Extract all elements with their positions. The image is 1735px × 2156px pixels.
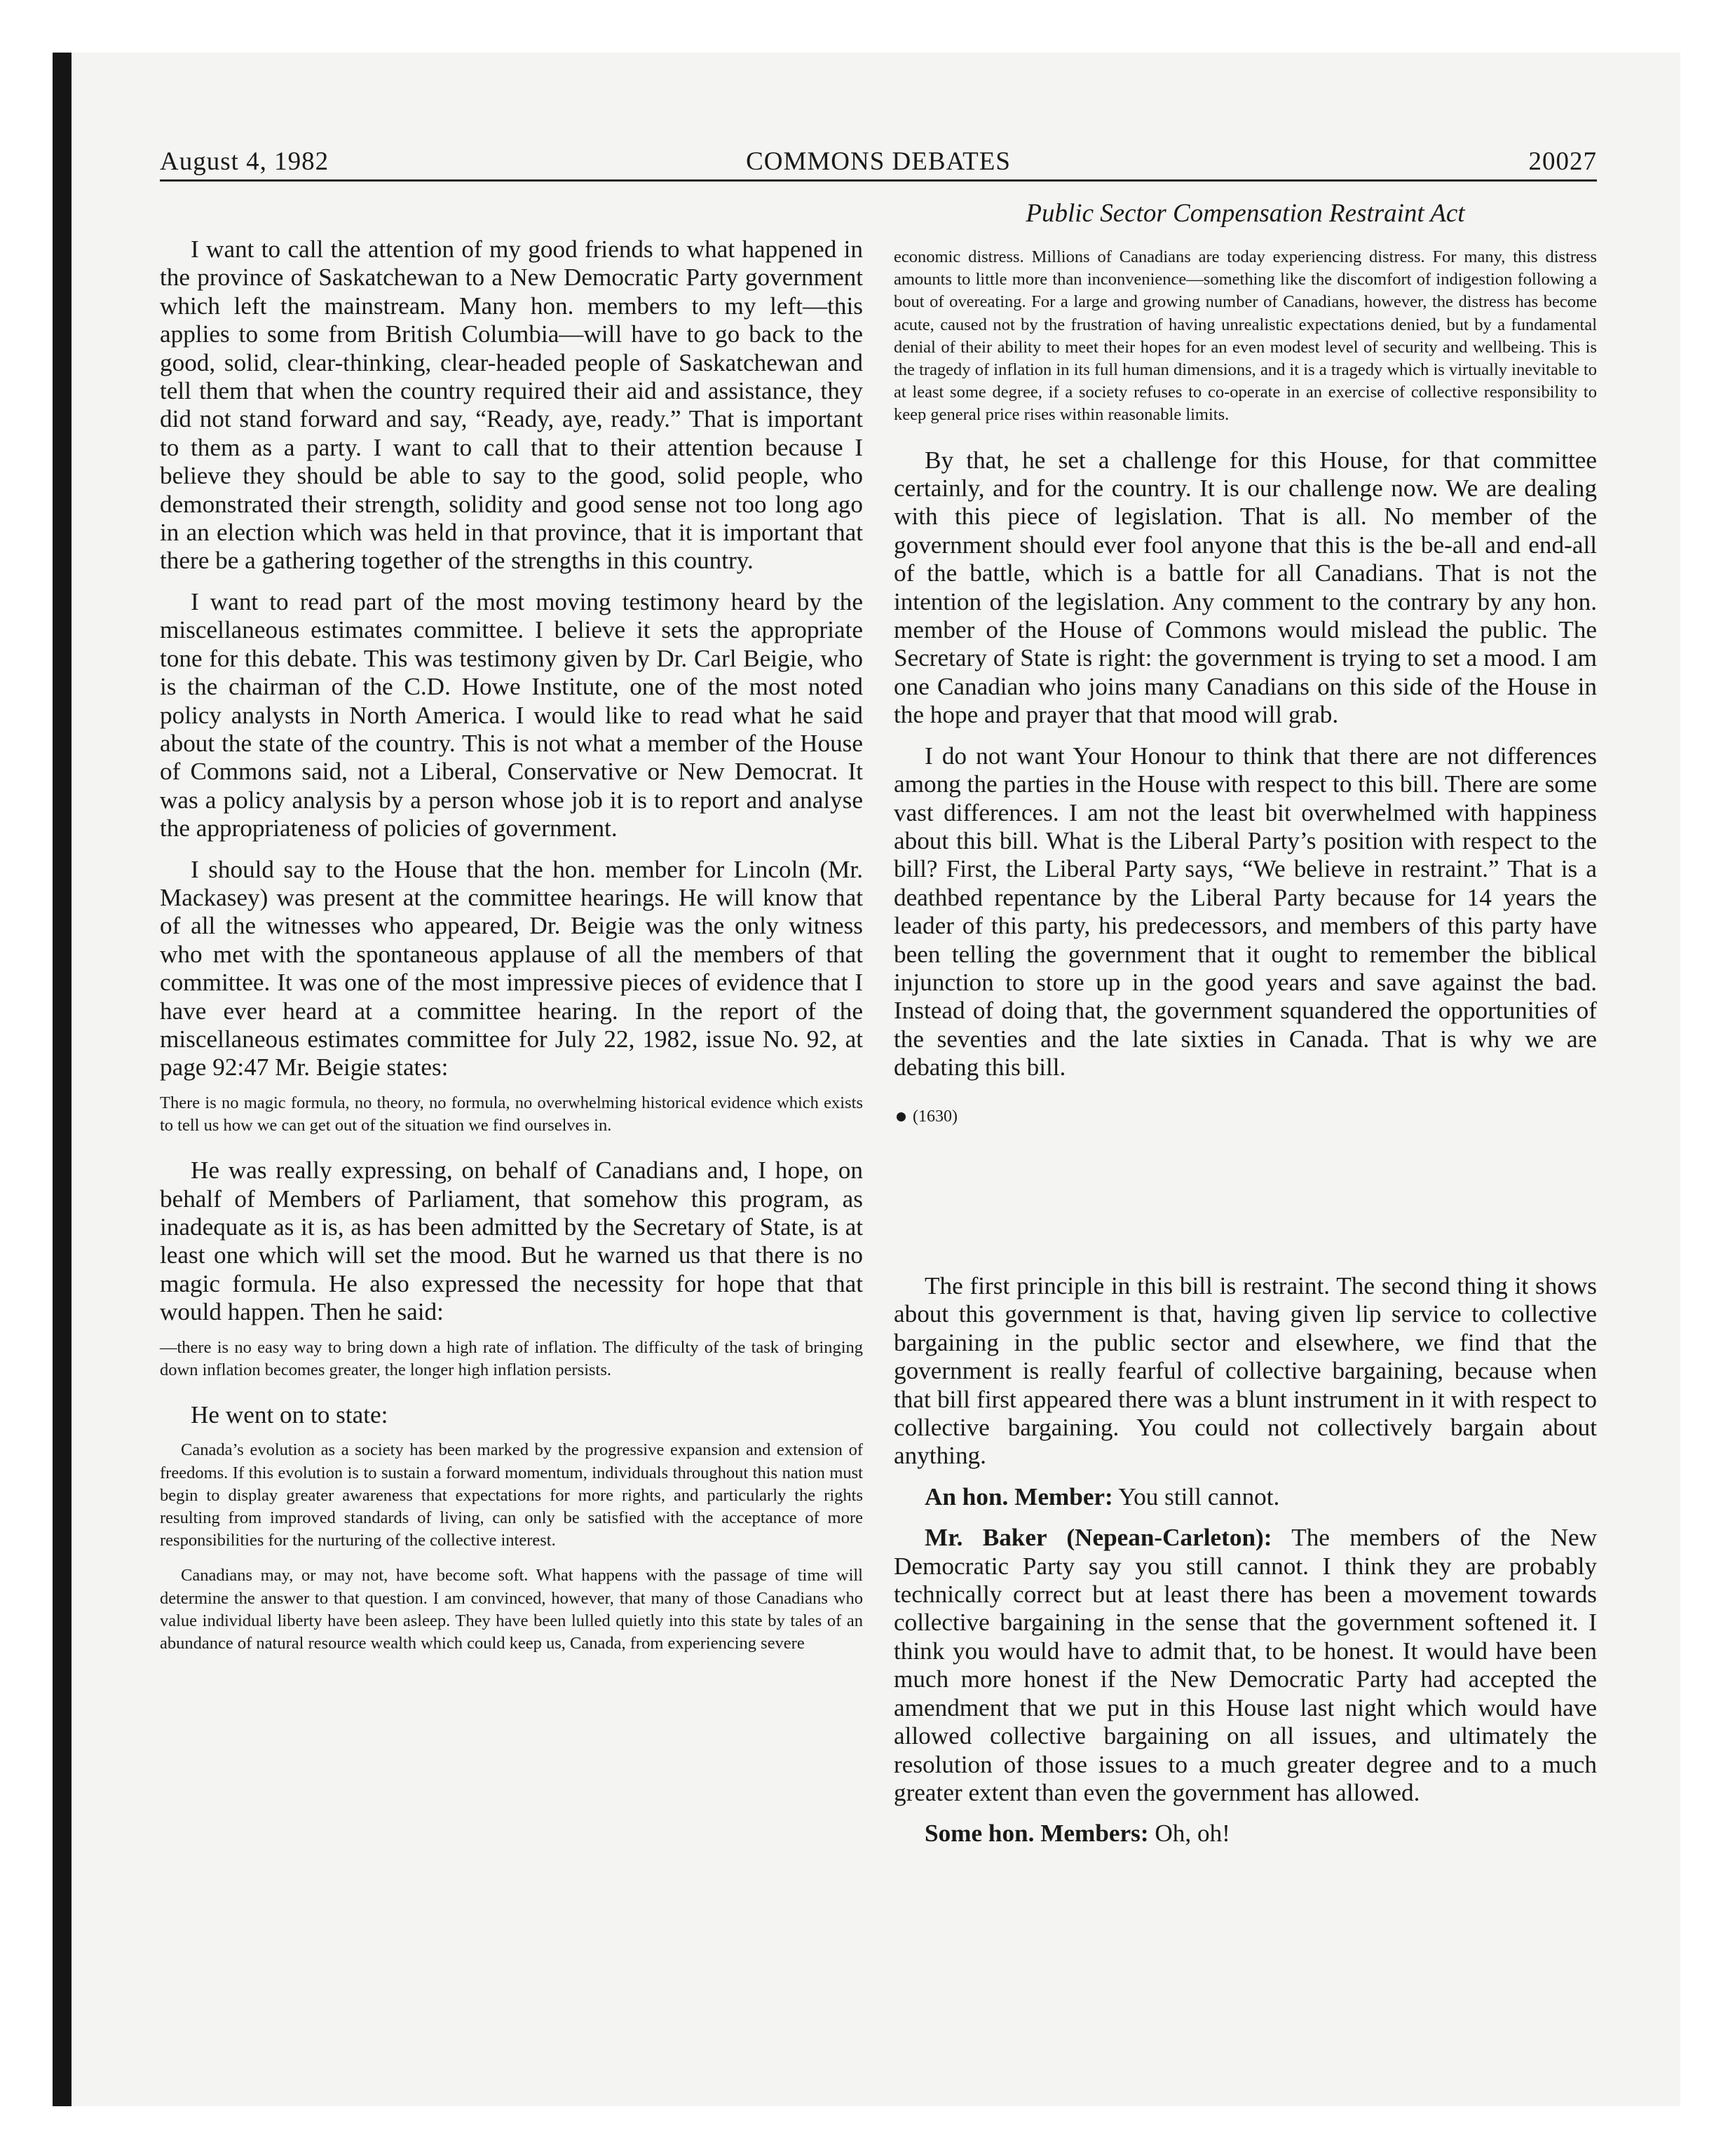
time-marker-label: (1630): [913, 1107, 958, 1126]
speech-paragraph: [894, 1483, 1597, 1511]
block-quote: Canadians may, or may not, have become soft. What happens with the passage of time will determine the answer to that question. I am convinced, however, that many of those Canadians who value individual liberty have been asleep. They have been lulled quietly into this state by tales of an abundance of natural resource wealth which could keep us, Canada, from experiencing severe: [160, 1566, 863, 1653]
paragraph: By that, he set a challenge for this House, for that committee certainly, and for the country. It is our challenge now. We are dealing with this piece of legislation. That is all. No member of the government should ever fool anyone that this is the be-all and end-all of the battle, which is a battle for all Canadians. That is not the intention of the legislation. Any comment to the contrary by any hon. member of the House of Commons would mislead the public. The Secretary of State is right: the government is trying to set a mood. I am one Canadian who joins many Canadians on this side of the House in the hope and prayer that that mood will grab.: [894, 446, 1597, 729]
speaker-name: Some hon. Members:: [925, 1820, 1149, 1848]
header-publication: COMMONS DEBATES: [746, 147, 1011, 176]
running-header: [160, 140, 1597, 182]
left-column: [160, 236, 863, 1655]
paragraph: He went on to state:: [191, 1401, 388, 1429]
block-quote: There is no magic formula, no theory, no formula, no overwhelming historical evidence which exists to tell us how we can get out of the situation we find ourselves in.: [160, 1093, 863, 1135]
header-page-number: 20027: [1528, 147, 1597, 176]
scan-edge-shadow: [53, 53, 72, 2106]
paragraph: I do not want Your Honour to think that there are not differences among the parties in the House with respect to this bill. There are some vast differences. I am not the least bit overwhelmed with happiness about this bill. What is the Liberal Party’s position with respect to the bill? First, the Liberal Party says, “We believe in restraint.” That is a deathbed repentance by the Liberal Party because for 14 years the leader of this party, his predecessors, and members of this party have been telling the government that it ought to remember the biblical injunction to store up in the good years and save against the bad. Instead of doing that, the government squandered the opportunities of the seventies and the late sixties in Canada. That is why we are debating this bill.: [894, 742, 1597, 1082]
block-quote: economic distress. Millions of Canadians are today experiencing distress. For many, this distress amounts to little more than inconvenience—something like the discomfort of indigestion following a bout of overeating. For a large and growing number of Canadians, however, the distress has become acute, caused not by the frustration of having unrealistic expectations denied, but by a fundamental denial of their ability to meet their hopes for an even modest level of security and wellbeing. This is the tragedy of inflation in its full human dimensions, and it is a tragedy which is virtually inevitable to at least some degree, if a society refuses to co-operate in an exercise of collective responsibility to keep general price rises within reasonable limits.: [894, 247, 1597, 425]
right-column-bottom: [894, 1272, 1597, 1848]
speech-paragraph: [894, 1524, 1597, 1807]
section-title: Public Sector Compensation Restraint Act: [1026, 199, 1465, 228]
speech-text: Oh, oh!: [1148, 1820, 1230, 1848]
time-marker: [897, 1107, 1597, 1126]
speaker-name: Mr. Baker (Nepean-Carleton):: [925, 1524, 1272, 1552]
paragraph: He was really expressing, on behalf of Canadians and, I hope, on behalf of Members of Parliament, that somehow this program, as inadequate as it is, as has been admitted by the Secretary of State, is at least one which will set the mood. But he warned us that there is no magic formula. He also expressed the necessity for hope that that would happen. Then he said:: [160, 1157, 863, 1326]
paragraph: I want to call the attention of my good friends to what happened in the province of Saskatchewan to a New Democratic Party government which left the mainstream. Many hon. members to my left—this applies to some from British Columbia—will have to go back to the good, solid, clear-thinking, clear-headed people of Saskatchewan and tell them that when the country required their aid and assistance, they did not stand forward and say, “Ready, aye, ready.” That is important to them as a party. I want to call that to their attention because I believe they should be able to say to the good, solid people, who demonstrated their strength, solidity and good sense not too long ago in an election which was held in that province, that it is important that there be a gathering together of the strengths in this country.: [160, 236, 863, 575]
speech-paragraph: [894, 1820, 1597, 1848]
bullet-icon: [897, 1112, 906, 1121]
speaker-name: An hon. Member:: [925, 1482, 1113, 1510]
paragraph: I want to read part of the most moving testimony heard by the miscellaneous estimates committee. I believe it sets the appropriate tone for this debate. This was testimony given by Dr. Carl Beigie, who is the chairman of the C.D. Howe Institute, one of the most noted policy analysts in North America. I would like to read what he said about the state of the country. This is not what a member of the House of Commons said, not a Liberal, Conservative or New Democrat. It was a policy analysis by a person whose job it is to report and analyse the appropriateness of policies of government.: [160, 587, 863, 842]
paragraph: I should say to the House that the hon. member for Lincoln (Mr. Mackasey) was present at the committee hearings. He will know that of all the witnesses who appeared, Dr. Beigie was the only witness who met with the spontaneous applause of all the members of that committee. It was one of the most impressive pieces of evidence that I have ever heard at a committee hearing. In the report of the miscellaneous estimates committee for July 22, 1982, issue No. 92, at page 92:47 Mr. Beigie states:: [160, 855, 863, 1082]
header-date: August 4, 1982: [160, 147, 329, 176]
speech-text: You still cannot.: [1113, 1482, 1280, 1510]
paragraph: The first principle in this bill is restraint. The second thing it shows about this government is that, having given lip service to collective bargaining in the public sector and elsewhere, we find that the government is really fearful of collective bargaining, because when that bill first appeared there was a blunt instrument in it with respect to collective bargaining. You could not collectively bargain about anything.: [894, 1272, 1597, 1470]
right-column-top: [894, 240, 1597, 1126]
speech-text: The members of the New Democratic Party say you still cannot. I think they are probably technically correct but at least there has been a movement towards collective bargaining in the sense that the government softened it. I think you would have to admit that, to be honest. It would have been much more honest if the New Democratic Party had accepted the amendment that we put in this House last night which would have allowed collective bargaining on all issues, and ultimately the resolution of those issues to a much greater degree and to a much greater extent than even the government has allowed.: [894, 1524, 1598, 1806]
block-quote: Canada’s evolution as a society has been marked by the progressive expansion and extension of freedoms. If this evolution is to sustain a forward momentum, individuals throughout this nation must begin to display greater awareness that expectations for more rights, and particularly the rights resulting from improved standards of living, can only be satisfied with the acceptance of more responsibilities for the nurturing of the collective interest.: [160, 1440, 863, 1550]
block-quote: —there is no easy way to bring down a high rate of inflation. The difficulty of the task of bringing down inflation becomes greater, the longer high inflation persists.: [160, 1337, 863, 1379]
